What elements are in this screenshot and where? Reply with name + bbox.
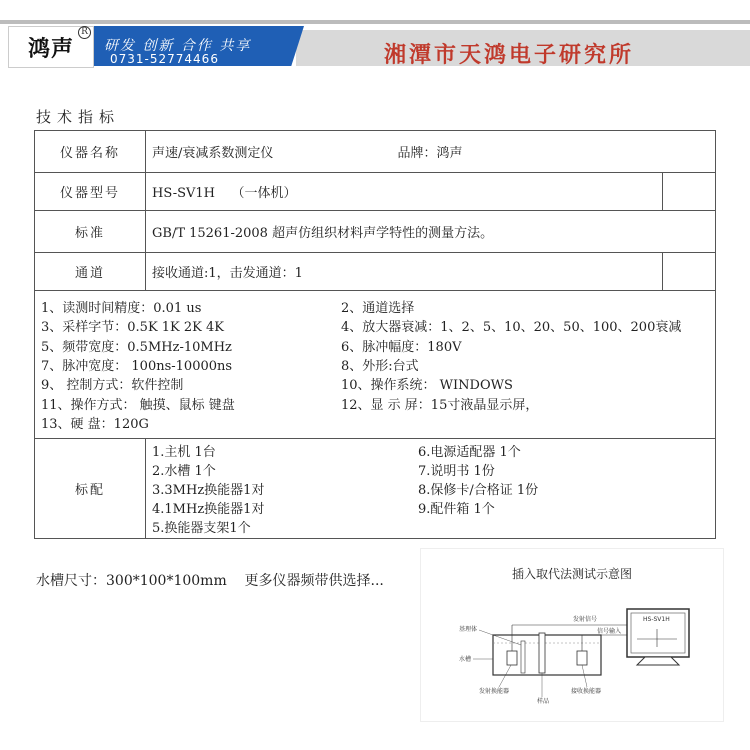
- accessory-row: [152, 517, 709, 536]
- feature-item: 3、采样字节：0.5K 1K 2K 4K: [41, 320, 225, 336]
- svg-text:信号输入: 信号输入: [597, 628, 622, 635]
- svg-text:接收换能器: 接收换能器: [571, 688, 602, 695]
- svg-text:发射信号: 发射信号: [573, 616, 598, 623]
- spec-table: [34, 130, 716, 539]
- company-name: 湘潭市天鸿电子研究所: [384, 42, 635, 68]
- feature-row: [41, 393, 709, 412]
- accessory-item: 1.主机 1台: [152, 445, 216, 461]
- feature-row: [41, 355, 709, 374]
- tank-size-note: 水槽尺寸：300*100*100mm 更多仪器频带供选择...: [36, 573, 384, 589]
- accessory-item: 9.配件箱 1个: [418, 502, 495, 518]
- row-instrument-name: [35, 131, 716, 173]
- accessory-item: 7.说明书 1份: [418, 464, 495, 480]
- registered-icon: R: [78, 26, 91, 39]
- accessory-row: [152, 498, 709, 517]
- diagram-drawing: [421, 549, 723, 721]
- accessory-item: 3.3MHz换能器1对: [152, 483, 265, 499]
- header-banner: [0, 0, 750, 68]
- row-model: [35, 173, 716, 211]
- row-standard: [35, 211, 716, 253]
- accessory-row: [152, 460, 709, 479]
- feature-item: 12、显 示 屏：15寸液晶显示屏，: [341, 397, 539, 413]
- accessories-cell: [146, 439, 716, 539]
- feature-item: 13、硬 盘：120G: [41, 416, 149, 432]
- feature-item: 6、脉冲幅度：180V: [341, 339, 462, 355]
- model-side-cell: [663, 173, 716, 211]
- row-channel: [35, 253, 716, 291]
- svg-text:发射换能器: 发射换能器: [479, 688, 510, 695]
- accessory-item: 5.换能器支架1个: [152, 521, 251, 537]
- model-value: HS-SV1H （一体机）: [146, 173, 663, 211]
- feature-item: 7、脉冲宽度： 100ns-10000ns: [41, 359, 233, 375]
- feature-row: [41, 413, 709, 432]
- feature-row: [41, 297, 709, 316]
- phone-number: 0731-52774466: [110, 52, 219, 66]
- feature-row: [41, 316, 709, 335]
- svg-text:样品: 样品: [537, 698, 550, 705]
- feature-item: 1、读测时间精度：0.01 us: [41, 301, 202, 317]
- section-title: 技术指标: [36, 108, 121, 126]
- accessory-item: 4.1MHz换能器1对: [152, 502, 265, 518]
- feature-item: 11、操作方式： 触摸、鼠标 键盘: [41, 397, 235, 413]
- feature-item: 10、操作系统： WINDOWS: [341, 378, 513, 394]
- top-divider: [0, 20, 750, 24]
- instrument-name-value: 声速/衰减系数测定仪: [152, 146, 274, 161]
- accessory-item: 6.电源适配器 1个: [418, 445, 521, 461]
- feature-item: 4、放大器衰减：1、2、5、10、20、50、100、200衰减: [341, 320, 682, 336]
- brand: 品牌：鸿声: [397, 146, 463, 161]
- channel-value: 接收通道:1，击发通道：1: [146, 253, 663, 291]
- model-label: 仪器型号: [35, 173, 146, 211]
- feature-item: 9、 控制方式：软件控制: [41, 378, 184, 394]
- feature-item: 5、频带宽度：0.5MHz-10MHz: [41, 339, 232, 355]
- accessory-row: [152, 441, 709, 460]
- accessory-item: 2.水槽 1个: [152, 464, 216, 480]
- slogan: 研发 创新 合作 共享: [104, 38, 252, 54]
- accessory-item: 8.保修卡/合格证 1份: [418, 483, 539, 499]
- standard-label: 标准: [35, 211, 146, 253]
- instrument-name-cell: [146, 131, 716, 173]
- feature-item: 8、外形:台式: [341, 359, 419, 375]
- feature-row: [41, 374, 709, 393]
- svg-text:基理体: 基理体: [459, 626, 478, 633]
- channel-label: 通道: [35, 253, 146, 291]
- row-features: [35, 291, 716, 439]
- svg-text:水槽: 水槽: [459, 656, 472, 663]
- feature-item: 2、通道选择: [341, 301, 415, 317]
- accessory-row: [152, 479, 709, 498]
- row-accessories: [35, 439, 716, 539]
- screen-label: HS-SV1H: [643, 616, 670, 623]
- standard-value: GB/T 15261-2008 超声仿组织材料声学特性的测量方法。: [146, 211, 716, 253]
- logo-text: 鸿声: [27, 36, 74, 62]
- feature-row: [41, 336, 709, 355]
- accessories-label: 标配: [35, 439, 146, 539]
- test-diagram: [420, 548, 724, 722]
- features-cell: [35, 291, 716, 439]
- channel-side-cell: [663, 253, 716, 291]
- diagram-title: 插入取代法测试示意图: [511, 567, 632, 581]
- instrument-name-label: 仪器名称: [35, 131, 146, 173]
